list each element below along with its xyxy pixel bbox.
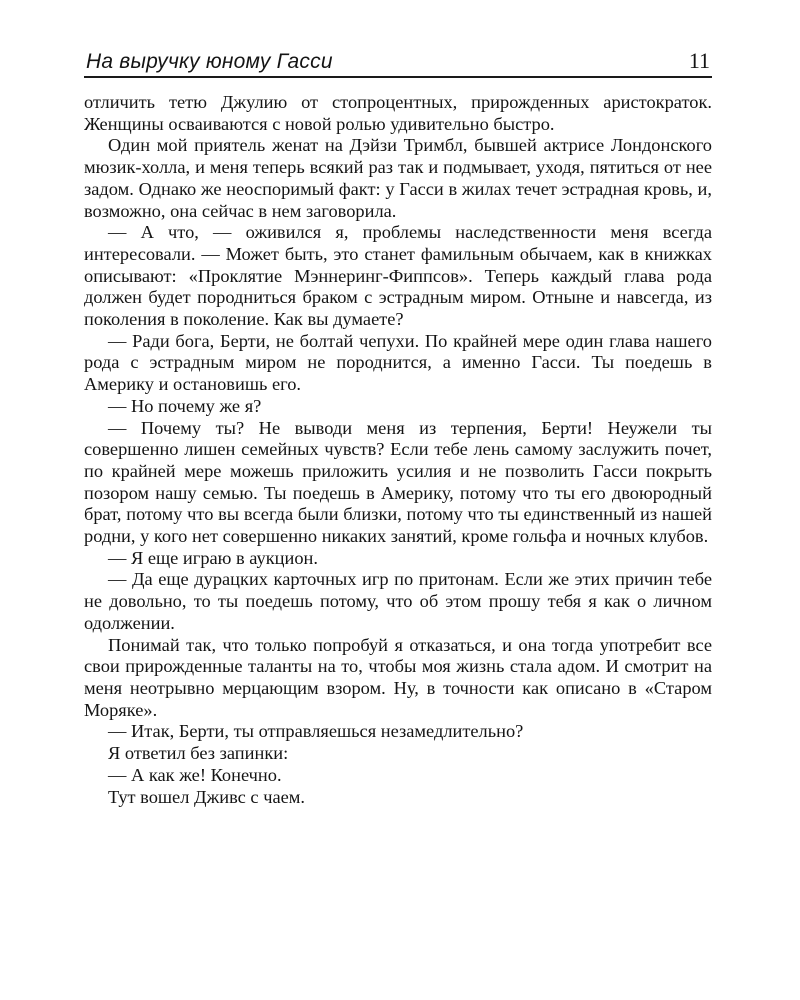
paragraph: Понимай так, что только попробуй я отказаться, и она тогда употребит все свои прирожденные таланты на то, чтобы моя жизнь стала адом. И смотрит на меня неотрывно мерцающим взором. Ну, в точности как описано в «Старом Моряке». (84, 634, 712, 720)
paragraph: Я ответил без запинки: (108, 743, 289, 764)
paragraph-dialogue: — Почему ты? Не выводи меня из терпения, Берти! Неужели ты совершенно лишен семейных чувств? Если тебе лень самому заслужить почет, по крайней мере можешь приложить усилия и не позволить Гасси покрыть позором нашу семью. Ты поедешь в Америку, потому что ты его двоюродный брат, потому что вы всегда были близки, потому что ты единственный из нашей родни, у кого нет совершенно никаких занятий, кроме гольфа и ночных клубов. (84, 417, 712, 547)
running-title: На выручку юному Гасси (86, 50, 333, 73)
paragraph-dialogue: — А что, — оживился я, проблемы наследственности меня всегда интересовали. — Может быть, это станет фамильным обычаем, как в книжках описывают: «Проклятие Мэннеринг-Фиппсов». Теперь каждый глава рода должен будет породниться браком с эстрадным миром. Отныне и навсегда, из поколения в поколение. Как вы думаете? (84, 222, 712, 330)
paragraph-dialogue: — Но почему же я? (108, 395, 262, 416)
paragraph: Тут вошел Дживс с чаем. (108, 786, 305, 807)
paragraph: Один мой приятель женат на Дэйзи Тримбл, бывшей актрисе Лондонского мюзик-холла, и меня теперь всякий раз так и подмывает, уходя, пятиться от нее задом. Однако же неоспоримый факт: у Гасси в жилах течет эстрадная кровь, и, возможно, она сейчас в нем заговорила. (84, 135, 712, 221)
paragraph-dialogue: — Я еще играю в аукцион. (108, 547, 318, 568)
paragraph-dialogue: — Итак, Берти, ты отправляешься незамедлительно? (108, 721, 524, 742)
paragraph-continuation: отличить тетю Джулию от стопроцентных, прирожденных аристократок. Женщины осваиваются с новой ролью удивительно быстро. (84, 92, 712, 134)
paragraph-dialogue: — Да еще дурацких карточных игр по притонам. Если же этих причин тебе не довольно, то ты поедешь потому, что об этом прошу тебя я как о личном одолжении. (84, 569, 712, 633)
page-number: 11 (688, 48, 710, 73)
paragraph-dialogue: — Ради бога, Берти, не болтай чепухи. По крайней мере один глава нашего рода с эстрадным миром не породнится, а именно Гасси. Ты поедешь в Америку и остановишь его. (84, 330, 712, 395)
book-page (84, 44, 712, 808)
paragraph-dialogue: — А как же! Конечно. (108, 764, 282, 785)
body-text (84, 92, 712, 808)
running-header (84, 44, 712, 78)
